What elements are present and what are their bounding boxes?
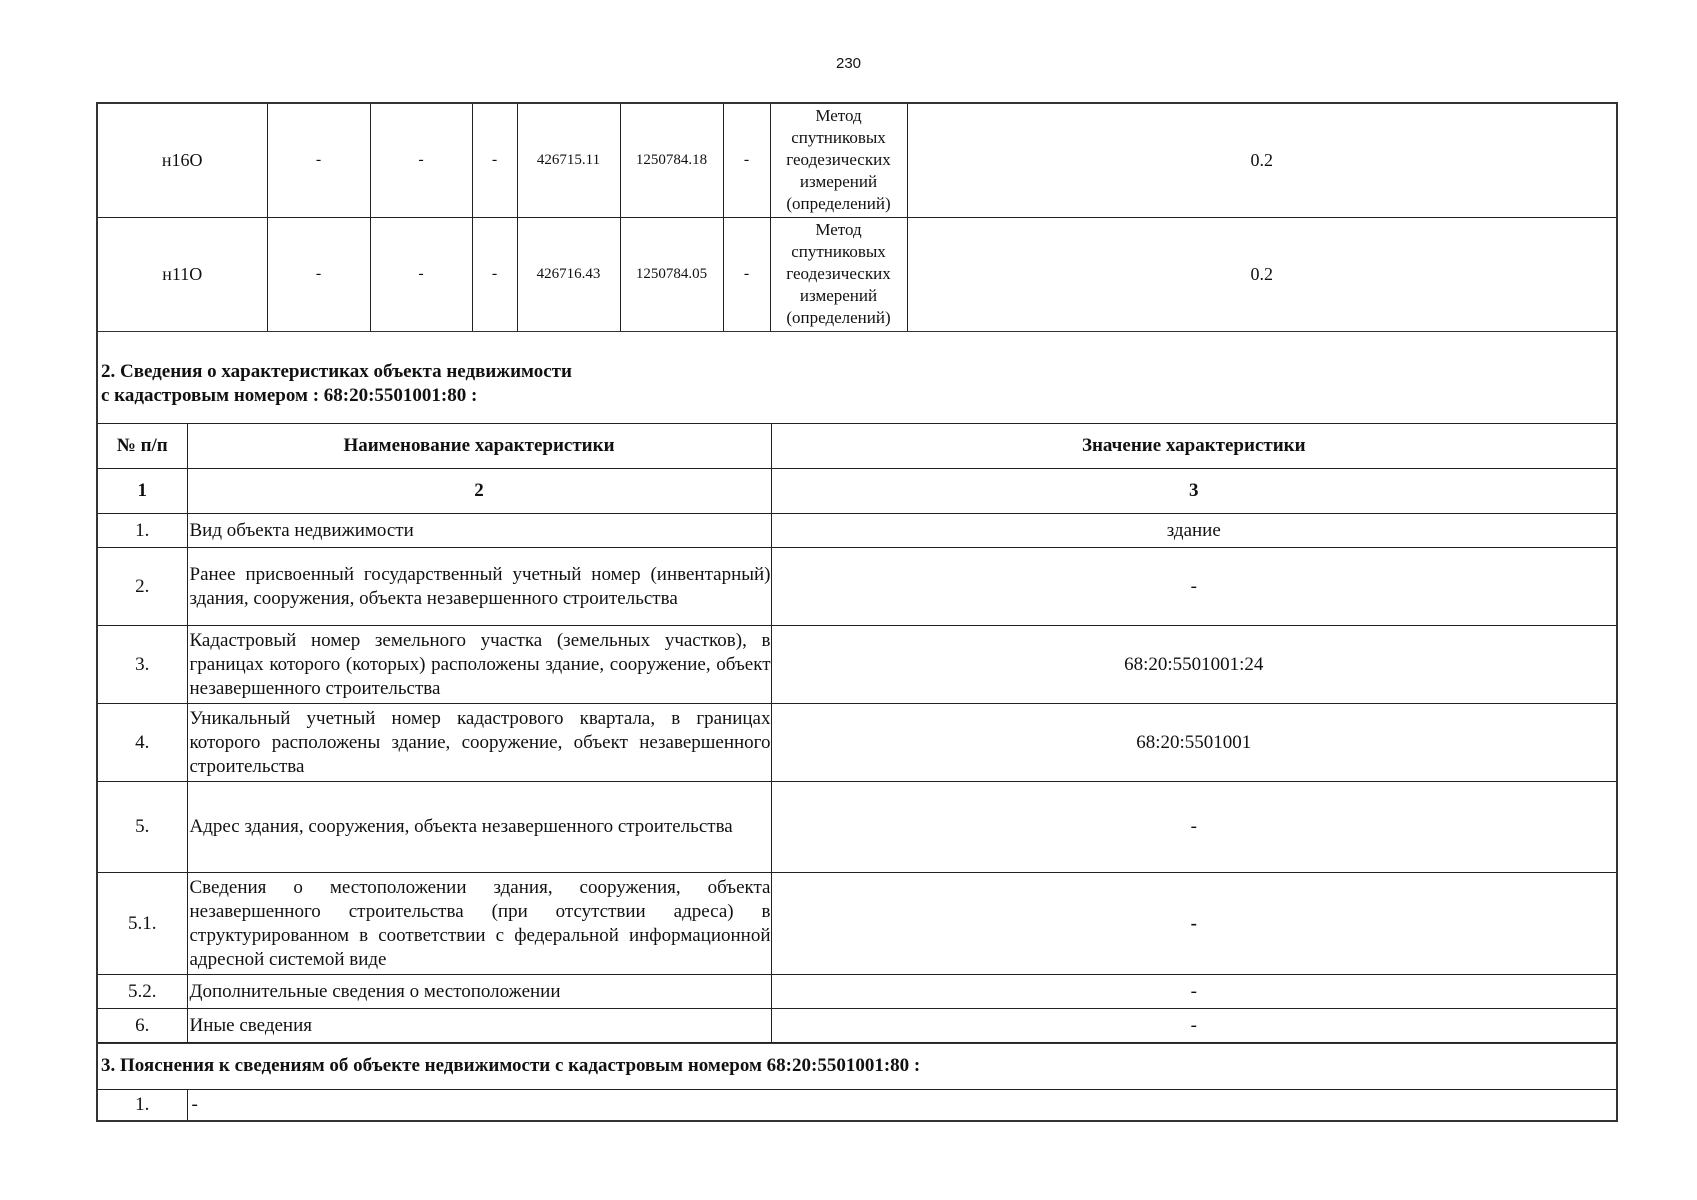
section2-title: [96, 331, 1618, 423]
row-number: 1.: [97, 1090, 187, 1122]
characteristic-name: Ранее присвоенный государственный учетный номер (инвентарный) здания, сооружения, объекта незавершенного строительства: [187, 548, 771, 626]
row-number: 6.: [97, 1009, 187, 1043]
coordinates-table: [96, 102, 1618, 332]
characteristic-value: -: [771, 1009, 1617, 1043]
header-value: Значение характеристики: [771, 424, 1617, 469]
characteristic-name: Адрес здания, сооружения, объекта незавершенного строительства: [187, 782, 771, 873]
characteristic-value: 68:20:5501001:24: [771, 626, 1617, 704]
accuracy-cell: 0.2: [907, 103, 1617, 217]
characteristic-value: здание: [771, 514, 1617, 548]
column-number: 3: [771, 469, 1617, 514]
x-old-cell: -: [267, 217, 370, 331]
section2-title-line1: 2. Сведения о характеристиках объекта недвижимости: [101, 361, 572, 382]
table-row: [97, 873, 1617, 975]
table-row: [97, 1090, 1617, 1122]
page-number: 230: [835, 55, 862, 72]
header-name: Наименование характеристики: [187, 424, 771, 469]
characteristic-value: -: [771, 975, 1617, 1009]
characteristic-value: -: [771, 873, 1617, 975]
point-name: н11О: [97, 217, 267, 331]
x-old-cell: -: [267, 103, 370, 217]
method-cell: Метод спутниковых геодезических измерений (определений): [770, 217, 907, 331]
column-number: 2: [187, 469, 771, 514]
section2-title-line2: с кадастровым номером : 68:20:5501001:80 :: [101, 385, 478, 406]
table-row: [97, 975, 1617, 1009]
x-coordinate: 426715.11: [517, 103, 620, 217]
y-old-cell: -: [370, 217, 472, 331]
dash-cell: -: [472, 103, 517, 217]
y-coordinate: 1250784.18: [620, 103, 723, 217]
coordinate-row: [97, 103, 1617, 217]
characteristic-name: Кадастровый номер земельного участка (земельных участков), в границах которого (которых) расположены здание, сооружение, объект незавершенного строительства: [187, 626, 771, 704]
dash-cell: -: [723, 103, 770, 217]
characteristic-name: Дополнительные сведения о местоположении: [187, 975, 771, 1009]
table-row: [97, 548, 1617, 626]
method-cell: Метод спутниковых геодезических измерений (определений): [770, 103, 907, 217]
characteristic-value: -: [771, 548, 1617, 626]
column-number-row: [97, 469, 1617, 514]
row-number: 5.2.: [97, 975, 187, 1009]
characteristic-value: -: [771, 782, 1617, 873]
characteristic-name: Иные сведения: [187, 1009, 771, 1043]
table-row: [97, 1009, 1617, 1043]
coordinates-block: [96, 102, 1618, 332]
point-name: н16О: [97, 103, 267, 217]
header-num: № п/п: [97, 424, 187, 469]
row-number: 4.: [97, 704, 187, 782]
note-text: -: [187, 1090, 1617, 1122]
section3-title: 3. Пояснения к сведениям об объекте недвижимости с кадастровым номером 68:20:5501001:80 :: [96, 1043, 1618, 1089]
dash-cell: -: [472, 217, 517, 331]
characteristic-value: 68:20:5501001: [771, 704, 1617, 782]
x-coordinate: 426716.43: [517, 217, 620, 331]
table-row: [97, 704, 1617, 782]
row-number: 5.: [97, 782, 187, 873]
row-number: 5.1.: [97, 873, 187, 975]
characteristic-name: Уникальный учетный номер кадастрового квартала, в границах которого расположены здание, сооружение, объект незавершенного строительства: [187, 704, 771, 782]
row-number: 2.: [97, 548, 187, 626]
characteristics-table: [96, 423, 1618, 1043]
y-coordinate: 1250784.05: [620, 217, 723, 331]
table-row: [97, 782, 1617, 873]
row-number: 1.: [97, 514, 187, 548]
dash-cell: -: [723, 217, 770, 331]
table-header-row: [97, 424, 1617, 469]
table-row: [97, 626, 1617, 704]
accuracy-cell: 0.2: [907, 217, 1617, 331]
column-number: 1: [97, 469, 187, 514]
characteristics-block: [96, 331, 1618, 1122]
notes-table: [96, 1089, 1618, 1122]
table-row: [97, 514, 1617, 548]
y-old-cell: -: [370, 103, 472, 217]
coordinate-row: [97, 217, 1617, 331]
row-number: 3.: [97, 626, 187, 704]
characteristic-name: Сведения о местоположении здания, сооружения, объекта незавершенного строительства (при отсутствии адреса) в структурированном в соответствии с федеральной информационной адресной системой виде: [187, 873, 771, 975]
characteristic-name: Вид объекта недвижимости: [187, 514, 771, 548]
